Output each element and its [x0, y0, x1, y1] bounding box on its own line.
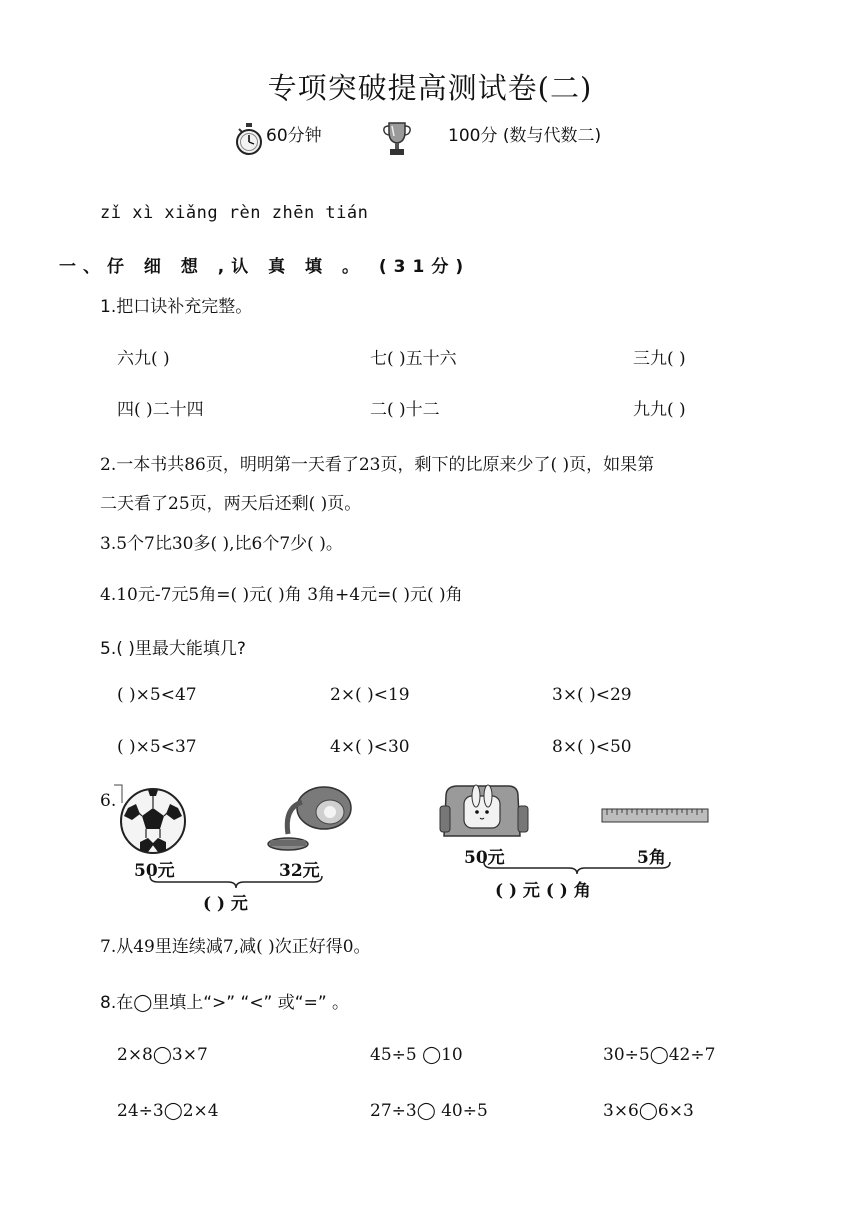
- page-title: 专项突破提高测试卷(二): [267, 71, 593, 105]
- question-2-line-1: 2.一本书共86页，明明第一天看了23页，剩下的比原来少了( )页，如果第: [100, 455, 655, 475]
- q8-item: 2×8◯3×7: [117, 1045, 208, 1065]
- q5-item: 8×( )<50: [552, 737, 632, 757]
- answer-yuan-jiao-right: ( ) 元 ( ) 角: [495, 881, 591, 901]
- score-info: 100分 (数与代数二): [448, 126, 602, 146]
- question-7: 7.从49里连续减7,减( )次正好得0。: [100, 937, 371, 957]
- q1-item: 九九( ): [633, 400, 686, 420]
- section-heading: 一、仔 细 想 ,认 真 填 。 (31分): [59, 257, 471, 277]
- q1-item: 二( )十二: [370, 400, 440, 420]
- price-label-ball: 50元: [134, 861, 175, 881]
- time-limit: 60分钟: [266, 126, 322, 146]
- q5-item: 4×( )<30: [330, 737, 410, 757]
- q5-item: ( )×5<47: [117, 685, 197, 705]
- q8-item: 30÷5◯42÷7: [603, 1045, 716, 1065]
- question-3: 3.5个7比30多( ),比6个7少( )。: [100, 534, 343, 554]
- q8-item: 24÷3◯2×4: [117, 1101, 219, 1121]
- pinyin-line: zǐ xì xiǎng rèn zhēn tián: [100, 203, 369, 223]
- question-8-stem: 8.在◯里填上“>” “<” 或“=” 。: [100, 993, 350, 1013]
- question-1-stem: 1.把口诀补充完整。: [100, 297, 253, 317]
- trophy-icon: [382, 120, 412, 158]
- price-label-bag: 50元: [464, 848, 505, 868]
- answer-yuan-left: ( ) 元: [203, 894, 248, 914]
- stopwatch-icon: [234, 122, 264, 156]
- q1-item: 三九( ): [633, 349, 686, 369]
- ruler-icon: [601, 807, 709, 825]
- q1-item: 六九( ): [117, 349, 170, 369]
- q5-item: ( )×5<37: [117, 737, 197, 757]
- question-6-number: 6.: [100, 791, 117, 811]
- soccer-ball-icon: [118, 786, 188, 856]
- question-2-line-2: 二天看了25页，两天后还剩( )页。: [100, 494, 362, 514]
- q8-item: 27÷3◯ 40÷5: [370, 1101, 488, 1121]
- price-label-ruler: 5角: [637, 848, 666, 868]
- price-label-lamp: 32元: [279, 861, 320, 881]
- q8-item: 45÷5 ◯10: [370, 1045, 463, 1065]
- desk-lamp-icon: [258, 782, 358, 854]
- question-5-stem: 5.( )里最大能填几?: [100, 639, 246, 659]
- q5-item: 3×( )<29: [552, 685, 632, 705]
- sum-brace-left: [148, 874, 324, 890]
- schoolbag-icon: [436, 782, 532, 840]
- q1-item: 四( )二十四: [117, 400, 204, 420]
- question-4: 4.10元-7元5角=( )元( )角 3角+4元=( )元( )角: [100, 585, 463, 605]
- sum-brace-right: [482, 860, 672, 876]
- q1-item: 七( )五十六: [370, 349, 457, 369]
- q8-item: 3×6◯6×3: [603, 1101, 694, 1121]
- q5-item: 2×( )<19: [330, 685, 410, 705]
